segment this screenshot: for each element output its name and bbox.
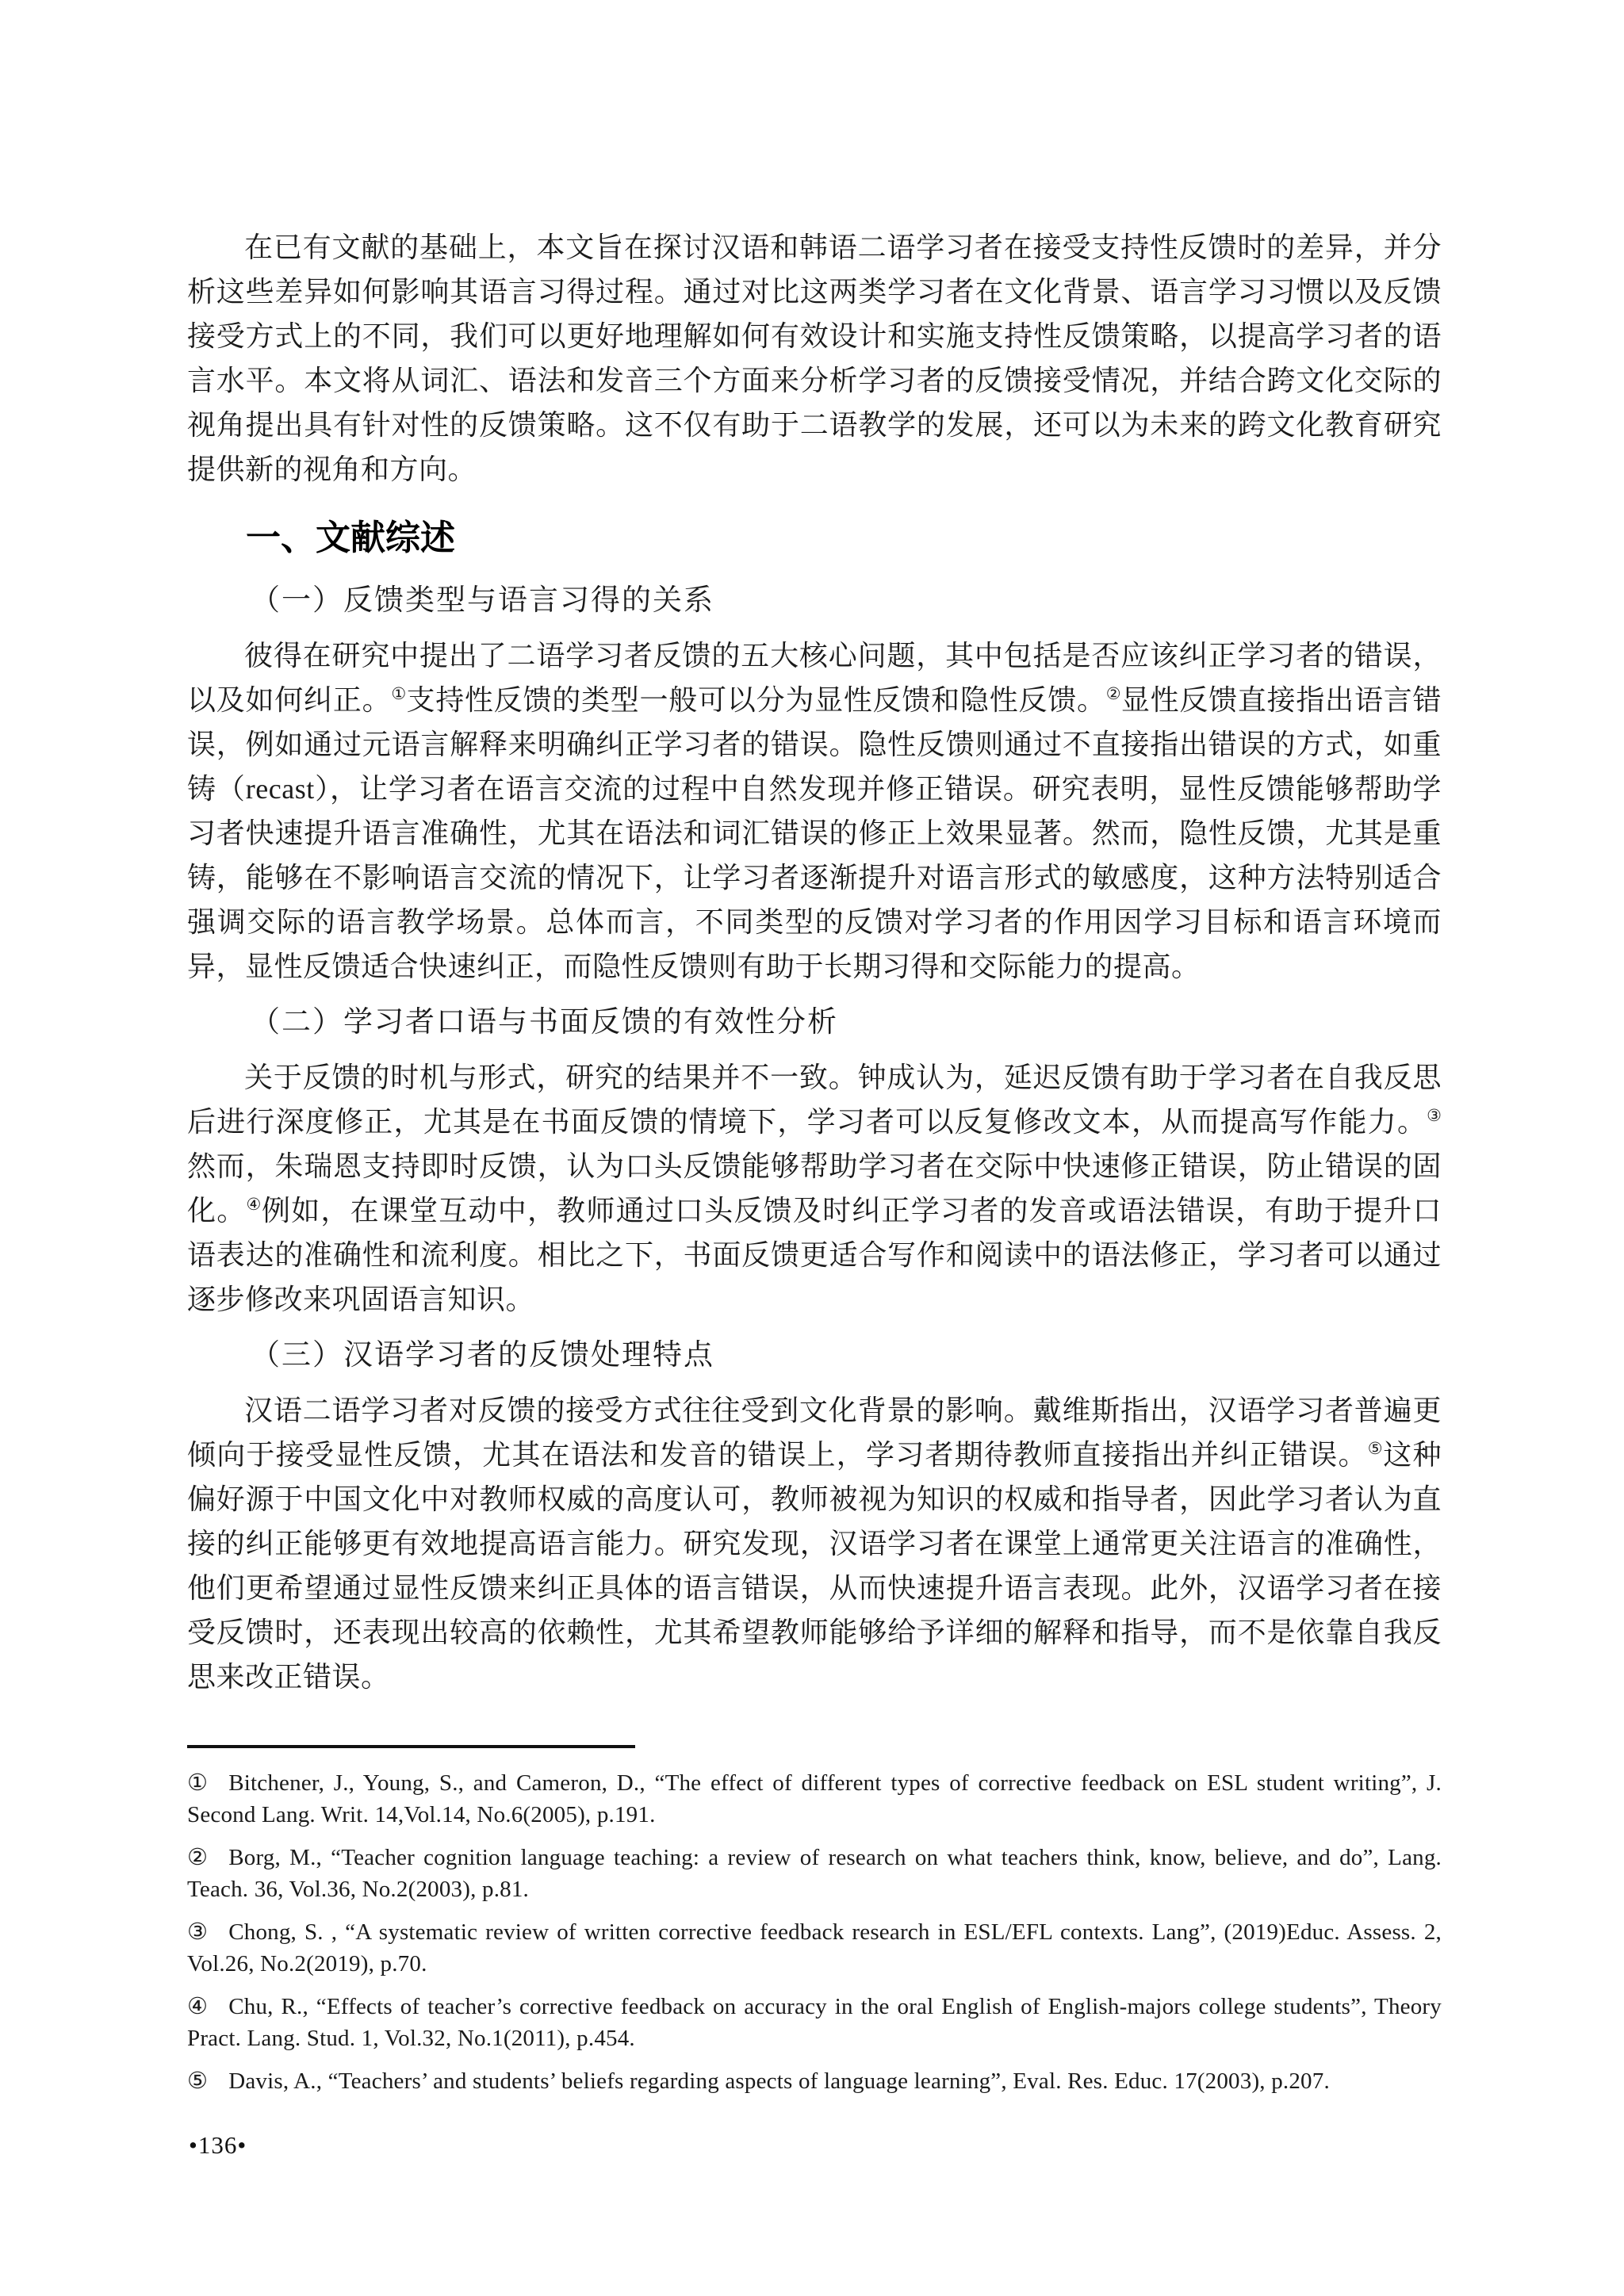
footnote-marker-5: ⑤ [187, 2068, 209, 2094]
paragraph-text: 彼得在研究中提出了二语学习者反馈的五大核心问题，其中包括是否应该纠正学习者的错误，以及如何纠正。 [187, 640, 1442, 716]
paragraph-text: 例如，在课堂互动中，教师通过口头反馈及时纠正学习者的发音或语法错误，有助于提升口语表达的准确性和流利度。相比之下，书面反馈更适合写作和阅读中的语法修正，学习者可以通过逐步修改来巩固语言知识。 [187, 1195, 1442, 1315]
paragraph-text: 关于反馈的时机与形式，研究的结果并不一致。钟成认为，延迟反馈有助于学习者在自我反思后进行深度修正，尤其是在书面反馈的情境下，学习者可以反复修改文本，从而提高写作能力。 [187, 1062, 1442, 1138]
paragraph-chinese-learners [187, 1388, 1442, 1699]
subsection-1-heading: （一）反馈类型与语言习得的关系 [251, 584, 714, 617]
paragraph-oral-written-feedback [187, 1055, 1442, 1322]
footnote-text-2: Borg, M., “Teacher cognition language teaching: a review of research on what teachers think, know, believe, and do”, Lang. Teach. 36, Vol.36, No.2(2003), p.81. [187, 1845, 1442, 1902]
paragraph-text: 显性反馈直接指出语言错误，例如通过元语言解释来明确纠正学习者的错误。隐性反馈则通过不直接指出错误的方式，如重铸（recast），让学习者在语言交流的过程中自然发现并修正错误。研究表明，显性反馈能够帮助学习者快速提升语言准确性，尤其在语法和词汇错误的修正上效果显著。然而，隐性反馈，尤其是重铸，能够在不影响语言交流的情况下，让学习者逐渐提升对语言形式的敏感度，这种方法特别适合强调交际的语言教学场景。总体而言，不同类型的反馈对学习者的作用因学习目标和语言环境而异，显性反馈适合快速纠正，而隐性反馈则有助于长期习得和交际能力的提高。 [187, 684, 1442, 982]
section-heading-literature-review: 一、文献综述 [246, 519, 455, 557]
footnote-separator [187, 1745, 635, 1748]
footnote-ref-3: ③ [1427, 1106, 1442, 1125]
footnote-marker-2: ② [187, 1845, 209, 1870]
subsection-3-heading: （三）汉语学习者的反馈处理特点 [251, 1339, 714, 1372]
footnote-text-5: Davis, A., “Teachers’ and students’ beliefs regarding aspects of language learning”, Eval. Res. Educ. 17(2003), p.207. [228, 2068, 1330, 2094]
footnote-text-1: Bitchener, J., Young, S., and Cameron, D., “The effect of different types of corrective feedback on ESL student writing”, J. Second Lang. Writ. 14,Vol.14, No.6(2005), p.191. [187, 1770, 1442, 1827]
page-content [187, 0, 1442, 2108]
paragraph-feedback-types [187, 633, 1442, 989]
page-number: •136• [189, 2131, 247, 2159]
paragraph-text: 这种偏好源于中国文化中对教师权威的高度认可，教师被视为知识的权威和指导者，因此学习者认为直接的纠正能够更有效地提高语言能力。研究发现，汉语学习者在课堂上通常更关注语言的准确性，他们更希望通过显性反馈来纠正具体的语言错误，从而快速提升语言表现。此外，汉语学习者在接受反馈时，还表现出较高的依赖性，尤其希望教师能够给予详细的解释和指导，而不是依靠自我反思来改正错误。 [187, 1439, 1442, 1693]
intro-paragraph [187, 225, 1442, 492]
footnote-ref-1: ① [391, 684, 407, 703]
footnote-ref-4: ④ [246, 1195, 262, 1214]
footnote-text-4: Chu, R., “Effects of teacher’s corrective feedback on accuracy in the oral English of English-majors college students”, Theory Pract. Lang. Stud. 1, Vol.32, No.1(2011), p.454. [187, 1994, 1442, 2051]
footnote-item-2 [187, 1842, 1442, 1905]
footnote-item-5 [187, 2065, 1442, 2097]
footnote-ref-5: ⑤ [1367, 1439, 1384, 1458]
footnote-text-3: Chong, S. , “A systematic review of written corrective feedback research in ESL/EFL contexts. Lang”, (2019)Educ. Assess. 2, Vol.26, No.2(2019), p.70. [187, 1919, 1442, 1976]
paragraph-text: 汉语二语学习者对反馈的接受方式往往受到文化背景的影响。戴维斯指出，汉语学习者普遍更倾向于接受显性反馈，尤其在语法和发音的错误上，学习者期待教师直接指出并纠正错误。 [187, 1395, 1442, 1471]
footnote-marker-4: ④ [187, 1994, 209, 2019]
footnote-item-1 [187, 1767, 1442, 1831]
footnote-marker-3: ③ [187, 1919, 209, 1945]
footnote-item-4 [187, 1991, 1442, 2054]
intro-text: 在已有文献的基础上，本文旨在探讨汉语和韩语二语学习者在接受支持性反馈时的差异，并分析这些差异如何影响其语言习得过程。通过对比这两类学习者在文化背景、语言学习习惯以及反馈接受方式上的不同，我们可以更好地理解如何有效设计和实施支持性反馈策略，以提高学习者的语言水平。本文将从词汇、语法和发音三个方面来分析学习者的反馈接受情况，并结合跨文化交际的视角提出具有针对性的反馈策略。这不仅有助于二语教学的发展，还可以为未来的跨文化教育研究提供新的视角和方向。 [187, 232, 1442, 485]
footnote-ref-2: ② [1105, 684, 1121, 703]
footnote-marker-1: ① [187, 1770, 209, 1796]
subsection-2-heading: （二）学习者口语与书面反馈的有效性分析 [251, 1006, 838, 1039]
paragraph-text: 支持性反馈的类型一般可以分为显性反馈和隐性反馈。 [406, 684, 1106, 716]
footnote-item-3 [187, 1916, 1442, 1980]
paragraph-text: 然而，朱瑞恩支持即时反馈，认为口头反馈能够帮助学习者在交际中快速修正错误，防止错误的固化。 [187, 1150, 1442, 1226]
